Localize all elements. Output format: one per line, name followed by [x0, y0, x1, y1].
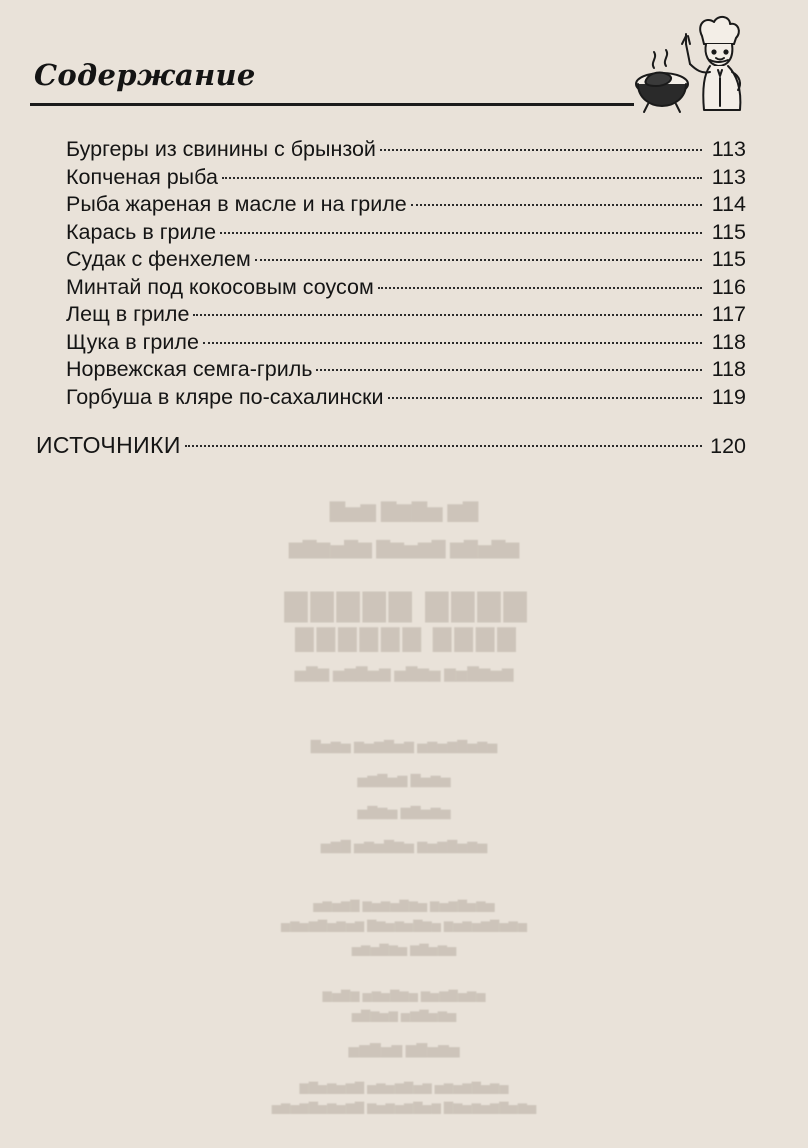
toc-entry[interactable] [66, 219, 746, 247]
bleed-through-text: ▇▇▇▇ ▇▇▇▇▇ [281, 589, 527, 622]
toc-entry-title: Минтай под кокосовым соусом [66, 274, 374, 299]
toc-entry-title: Щука в гриле [66, 329, 199, 354]
toc-leader-dots [411, 204, 702, 206]
bleed-through-text: ▅▆▅▇▆▅▆ ▅▆▇▅▆▅▆ ▇▆▅▆▅ [313, 898, 495, 912]
toc-leader-dots [380, 149, 702, 151]
toc-leader-dots [203, 342, 702, 344]
toc-leader-dots [388, 397, 702, 399]
toc-entry[interactable] [66, 136, 746, 164]
toc-entry[interactable] [66, 301, 746, 329]
bleed-through-text: ▅▆▅▇▆ ▆▅▇▆▅ [348, 1043, 460, 1058]
toc-entry[interactable] [66, 246, 746, 274]
toc-entry[interactable] [66, 356, 746, 384]
toc-leader-dots [378, 287, 702, 289]
toc-list [66, 136, 746, 411]
toc-entry[interactable] [66, 191, 746, 219]
bleed-through-text: ▅▆▅▇▆▅▆▅▆ ▅▆▇▅▆▅▆▇ ▆▅▆▅▇▆▅▆▅ [281, 918, 527, 932]
toc-entry-title: Горбуша в кляре по-сахалински [66, 384, 384, 409]
toc-entry-page: 116 [711, 274, 746, 299]
bleed-through-text: ▅▆▅▇ ▆▅▇▆▅ [357, 772, 451, 787]
bleed-through-text: ▆▅▆▇▅▆ ▅▆▇▅ ▆▅▇▆▅ ▆▇▅ [294, 666, 514, 682]
toc-entry-page: 113 [711, 137, 746, 161]
toc-entry-title: Копченая рыба [66, 164, 218, 189]
toc-entry-page: 119 [711, 384, 746, 409]
bleed-through-text: ▅▆▅▇▆▅ ▆▅▆▇▅ [351, 1008, 457, 1022]
bleed-through-text: ▅▆▅▇▆ ▅▆▇▅▆▅ [351, 942, 457, 956]
toc-entry-title: Карась в гриле [66, 219, 217, 244]
toc-entry-title: Судак с фенхелем [66, 247, 251, 271]
toc-entry-page: 114 [711, 192, 746, 216]
toc-entry[interactable] [66, 384, 746, 412]
toc-entry-page: 118 [711, 357, 746, 381]
header-rule [30, 103, 634, 106]
toc-entry-sources[interactable] [36, 428, 746, 462]
bleed-through-text: ▅▆▅▇▆▅▆ ▅▆▇▅▆▅ ▇▆▅ [320, 838, 488, 853]
toc-leader-dots [185, 445, 702, 447]
toc-leader-dots [193, 314, 702, 316]
toc-leader-dots [255, 259, 702, 261]
toc-leader-dots [222, 177, 702, 179]
toc-entry[interactable] [66, 274, 746, 302]
bleed-through-text: ▅▆▅▇▆▅▆▅ ▆▅▇▆▅▆ ▅▆▅▇ [310, 738, 498, 753]
toc-entry[interactable] [66, 329, 746, 357]
bleed-through-text: ▅▆▅▇▆▅▆ ▅▆▇▅▆▅ ▆▇▅▆ [322, 988, 486, 1002]
toc-entry-page: 117 [711, 302, 746, 326]
page-title: Содержание [34, 58, 256, 92]
bleed-through-text: ▆▇▅▇▆ ▇▆▅▆▇ ▆▇▅▆▇▆ [288, 538, 520, 558]
toc-entry-title: Норвежская семга-гриль [66, 357, 313, 381]
bleed-through-text: ▅▆▅▇▆▅▆▅▆▇ ▆▅▇▆▅▆▅▆ ▇▆▅▆▅▇▆▅▆▅ [271, 1100, 537, 1114]
toc-entry-title: Лещ в гриле [66, 302, 190, 326]
bleed-through-text: ▇▆ ▅▇▆▇ ▆▅▇ [329, 500, 479, 522]
toc-leader-dots [316, 369, 702, 371]
chef-grilling-icon [632, 14, 754, 114]
bleed-through-text: ▇▇▇▇ ▇▇▇▇▇▇ [292, 626, 516, 652]
toc-entry-page: 113 [711, 164, 746, 189]
toc-entry-title: Рыба жареная в масле и на гриле [66, 192, 407, 216]
bleed-through-text: ▅▆▅▇▆▅▆▅ ▆▅▇▆▅▆▅ ▇▆▅▆▅▇▆ [299, 1080, 509, 1094]
sources-page: 120 [710, 434, 746, 458]
toc-entry-page: 118 [711, 329, 746, 354]
sources-title: ИСТОЧНИКИ [36, 432, 181, 458]
toc-leader-dots [220, 232, 702, 234]
bleed-through-text: ▅▆▅▇▆ ▅▆▇▅ [357, 804, 451, 819]
toc-entry[interactable] [66, 164, 746, 192]
toc-entry-page: 115 [711, 219, 746, 244]
toc-entry-title: Бургеры из свинины с брынзой [66, 137, 376, 161]
toc-entry-page: 115 [711, 247, 746, 271]
